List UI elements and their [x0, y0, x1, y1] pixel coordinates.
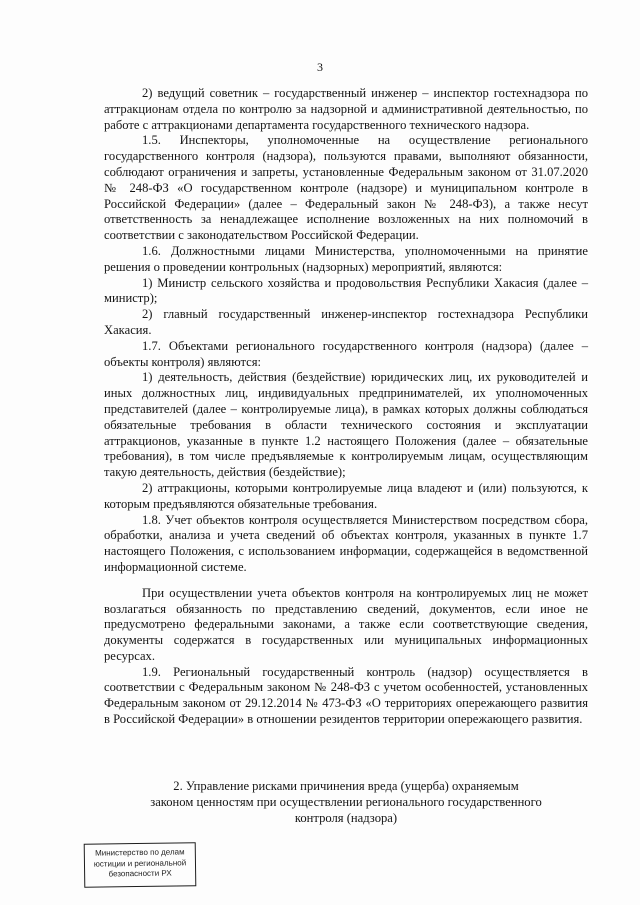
paragraph-1-5-inspectors: 1.5. Инспекторы, уполномоченные на осуществление регионального государственного контроля (надзора), пользуются правами, выполняют обязанности, соблюдают ограничения и запреты, установленные Федеральным законом от 31.07.2020 № 248-ФЗ «О государственном контроле (надзоре) и муниципальном контроле в Российской Федерации» (далее – Федеральный закон № 248-ФЗ), а также несут ответственность за ненадлежащее исполнение возложенных на них полномочий в соответствии с законодательством Российской Федерации. [104, 133, 588, 243]
stamp-line: Министерство по делам [95, 847, 185, 858]
section-heading-line: 2. Управление рисками причинения вреда (ущерба) охраняемым [173, 779, 519, 793]
section-heading-line: контроля (надзора) [294, 810, 398, 825]
section-heading-line: законом ценностям при осуществлении регионального государственного [150, 794, 542, 809]
paragraph-minister: 1) Министр сельского хозяйства и продовольствия Республики Хакасия (далее – министр); [104, 275, 588, 306]
registration-stamp [84, 842, 197, 888]
paragraph-activity: 1) деятельность, действия (бездействие) юридических лиц, их руководителей и иных должностных лиц, индивидуальных предпринимателей, их уполномоченных представителей (далее – контролируемые лица), в рамках которых должны соблюдаться обязательные требования в области технического состояния и эксплуатации аттракционов, указанные в пункте 1.2 настоящего Положения (далее – обязательные требования), в том числе предъявляемые к контролируемым лицам, осуществляющим такую деятельность, действия (бездействие); [104, 370, 588, 480]
paragraph-accounting-obligations: При осуществлении учета объектов контроля на контролируемых лиц не может возлагаться обязанность по представлению сведений, документов, если иное не предусмотрено федеральными законами, а также если соответствующие сведения, документы содержатся в государственных или муниципальных информационных ресурсах. [104, 585, 588, 663]
paragraph-1-8-accounting: 1.8. Учет объектов контроля осуществляется Министерством посредством сбора, обработки, анализа и учета сведений об объектах контроля, указанных в пункте 1.7 настоящего Положения, с использованием информации, содержащейся в ведомственной информационной системе. [104, 512, 588, 574]
paragraph-1-7-objects: 1.7. Объектами регионального государственного контроля (надзора) (далее – объекты контроля) являются: [104, 338, 588, 369]
stamp-line: безопасности РХ [108, 868, 172, 879]
page-number: 3 [317, 60, 323, 74]
document-body [104, 86, 588, 728]
paragraph-1-9-regional-control: 1.9. Региональный государственный контроль (надзор) осуществляется в соответствии с Федеральным законом № 248-ФЗ с учетом особенностей, установленных Федеральным законом от 29.12.2014 № 473-ФЗ «О территориях опережающего развития в Российской Федерации» в отношении резидентов территории опережающего развития. [104, 664, 588, 727]
paragraph-attractions: 2) аттракционы, которыми контролируемые лица владеют и (или) пользуются, к которым предъявляются обязательные требования. [104, 480, 588, 511]
section-heading [104, 779, 588, 826]
stamp-line: юстиции и региональной [93, 857, 187, 869]
paragraph-chief-inspector: 2) главный государственный инженер-инспектор гостехнадзора Республики Хакасия. [104, 307, 588, 337]
paragraph-2-senior-advisor: 2) ведущий советник – государственный инженер – инспектор гостехнадзора по аттракционам отдела по контролю за надзорной и административной деятельностью, по работе с аттракционами департамента государственного технического надзора. [104, 86, 588, 132]
paragraph-1-6-officials: 1.6. Должностными лицами Министерства, уполномоченными на принятие решения о проведении контрольных (надзорных) мероприятий, являются: [104, 243, 588, 274]
